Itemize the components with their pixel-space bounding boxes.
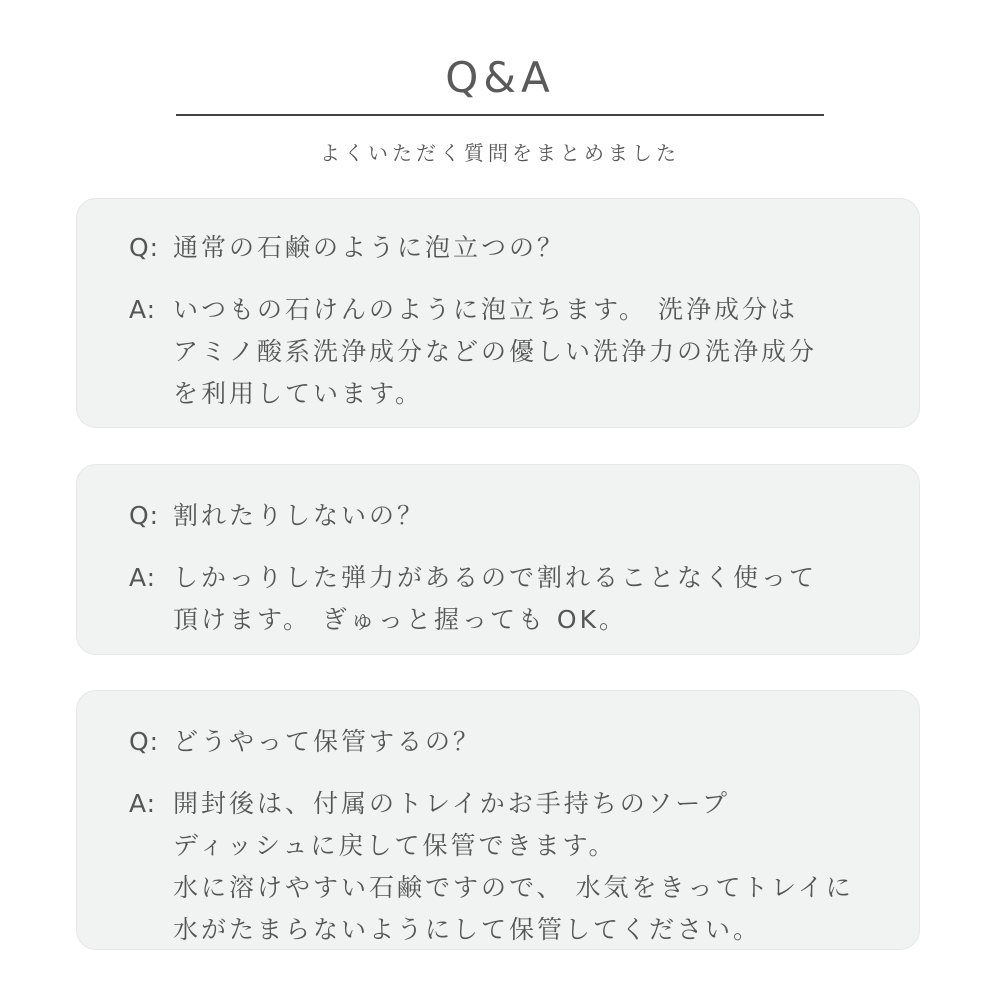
- faq-answer: [129, 289, 919, 415]
- faq-card-1: [76, 198, 920, 428]
- question-text: 割れたりしないの？: [173, 501, 426, 530]
- page-subtitle: よくいただく質問をまとめました: [320, 141, 680, 165]
- answer-text: [173, 783, 919, 951]
- answer-line: 水に溶けやすい石鹸ですので、 水気をきってトレイに: [173, 873, 854, 902]
- faq-answer: [129, 783, 919, 951]
- answer-line: 開封後は、付属のトレイかお手持ちのソープ: [173, 789, 731, 818]
- question-prefix: Q:: [129, 501, 160, 530]
- question-prefix: Q:: [129, 233, 160, 262]
- answer-prefix: A:: [129, 295, 157, 324]
- answer-line: アミノ酸系洗浄成分などの優しい洗浄力の洗浄成分: [173, 337, 818, 366]
- faq-question: [129, 721, 919, 763]
- answer-prefix: A:: [129, 563, 157, 592]
- question-text: 通常の石鹸のように泡立つの？: [173, 233, 566, 262]
- question-prefix: Q:: [129, 727, 160, 756]
- answer-line: ディッシュに戻して保管できます。: [173, 831, 617, 860]
- answer-line: を利用しています。: [173, 379, 424, 408]
- title-divider: [176, 114, 824, 116]
- answer-line: 水がたまらないようにして保管してください。: [173, 915, 762, 944]
- faq-card-2: [76, 464, 920, 655]
- faq-question: [129, 227, 919, 269]
- answer-line: しかっりした弾力があるので割れることなく使って: [173, 563, 818, 592]
- faq-question: [129, 495, 919, 537]
- answer-prefix: A:: [129, 789, 157, 818]
- answer-line: 頂けます。 ぎゅっと握っても OK。: [173, 605, 627, 634]
- faq-card-3: [76, 690, 920, 950]
- answer-text: [173, 557, 919, 641]
- question-text: どうやって保管するの？: [173, 727, 482, 756]
- faq-answer: [129, 557, 919, 641]
- answer-text: [173, 289, 919, 415]
- answer-line: いつもの石けんのように泡立ちます。 洗浄成分は: [173, 295, 798, 324]
- page-title: Q&A: [445, 53, 555, 102]
